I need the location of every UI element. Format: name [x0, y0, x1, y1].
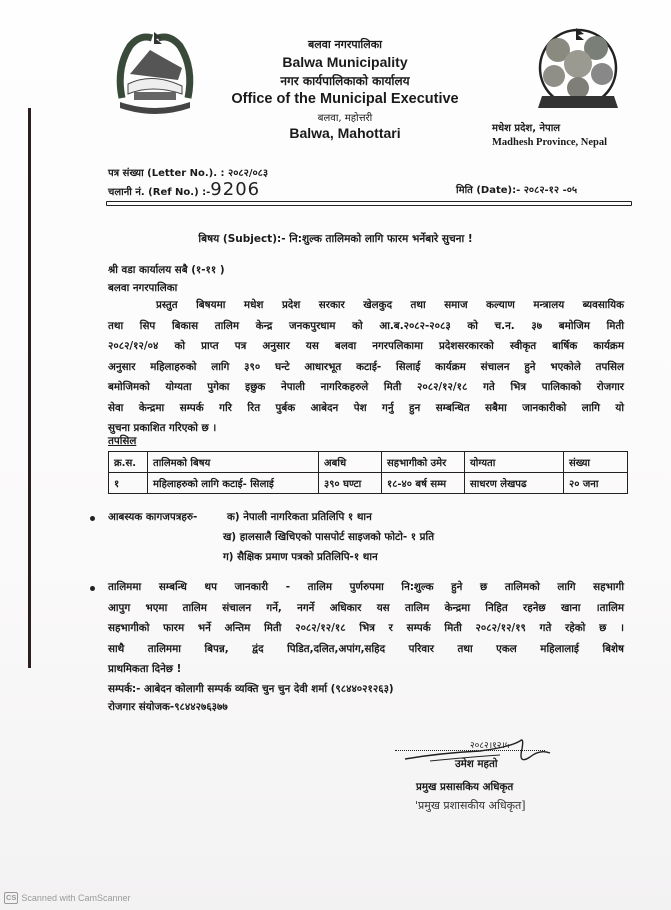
col-header-age: सहभागीको उमेर	[382, 452, 465, 473]
stamp-text: प्रमुख प्रशासकीय अधिकृत	[418, 799, 522, 812]
documents-label: आबस्यक कागजपत्रहरु-	[108, 511, 198, 523]
extra-info-paragraph	[108, 577, 624, 680]
cell-duration: ३९० घण्टा	[319, 473, 382, 494]
coordinator-line: रोजगार संयोजक-९८४४२७६३७७	[108, 701, 228, 713]
extra-info-line: सहभागीको फारम भर्ने अन्तिम मिती २०८२/१२/१८ भित्र र सम्पर्क मिती २०८२/१२/१९ गते रहेको छ ।	[108, 622, 624, 634]
district-np: बलवा, महोत्तरी	[317, 113, 373, 124]
bullet-icon	[90, 516, 95, 521]
place-en: Balwa, Mahottari	[289, 125, 401, 141]
body-line: २०८२/१२/०४ को प्राप्त पत्र अनुसार यस बलवा नगरपलिकामा प्रदेशसरकारको स्वीकृत बार्षिक कार्यक्रम	[108, 340, 624, 352]
date-value: २०८२-१२ -०५	[523, 185, 578, 196]
province-en: Madhesh Province, Nepal	[492, 137, 608, 148]
municipality-logo	[532, 26, 624, 116]
signatory-title: प्रमुख प्रसासकिय अधिकृत	[416, 781, 514, 793]
body-line: प्रस्तुत बिषयमा मधेश प्रदेश सरकार खेलकुद तथा समाज कल्याण मन्त्रालय ब्यवसायिक	[156, 299, 624, 311]
camscanner-logo-icon: CS	[6, 893, 17, 902]
signature-date: २०८२।१२।५	[470, 741, 510, 751]
document-item: ग) सैक्षिक प्रमाण पत्रको प्रतिलिपि-१ थान	[223, 551, 378, 563]
cell-qualification: साधरण लेखपढ	[465, 473, 564, 494]
extra-info-label: तालिममा सम्बन्धि थप जानकारी	[108, 581, 269, 593]
cell-count: २० जना	[564, 473, 628, 494]
ref-number	[108, 179, 260, 200]
col-header-duration: अबधि	[319, 452, 382, 473]
col-header-subject: तालिमको बिषय	[148, 452, 319, 473]
table-caption: तपसिल	[108, 435, 137, 447]
municipality-name-np: बलवा नगरपालिका	[307, 38, 383, 51]
ref-number-label: चलानी नं. (Ref No.) :-	[108, 187, 211, 198]
cell-age: १८-४० बर्ष सम्म	[382, 473, 465, 494]
signatory-name: उमेश महतो	[455, 758, 498, 770]
letter-number-value: २०८२/०८३	[228, 168, 269, 179]
body-line: बमोजिमको योग्यता पुगेका इछुक नेपाली नागरिकहरुले मिती २०८२/१२/१८ गते भित्र पालिकाको रोजगार	[108, 381, 624, 393]
contact-line: सम्पर्क:- आबेदन कोलागी सम्पर्क व्यक्ति चुन चुन देवी शर्मा (९८४४०२१२६३)	[108, 683, 394, 695]
body-line: अनुसार महिलाहरुको लागि ३९० घन्टे आधारभूत कटाई- सिलाई कार्यक्रम संचालन हुने भएकोले तपसिल	[108, 360, 624, 373]
date-label: मिति (Date):-	[456, 185, 521, 196]
subject-line: बिषय (Subject):- नि:शुल्क तालिमको लागि फारम भर्नेबारे सुचना !	[198, 233, 473, 245]
official-stamp: 'प्रमुख प्रशासकीय अधिकृत]	[415, 799, 526, 812]
letter-date	[456, 182, 577, 196]
body-paragraph	[108, 295, 624, 439]
col-header-sn: क्र.स.	[109, 452, 148, 473]
body-line: तथा सिप बिकास तालिम केन्द्र जनकपुरधाम को आ.ब.२०८२-२०८३ को च.न. ३७ बमोजिम मिती	[108, 319, 624, 332]
office-name-en: Office of the Municipal Executive	[231, 91, 459, 107]
addressee-line-2: बलवा नगरपालिका	[108, 282, 178, 294]
extra-info-line: प्राथमिकता दिनेछ !	[108, 663, 182, 675]
header-divider	[106, 201, 632, 206]
body-line: सेवा केन्द्रमा सम्पर्क गरि रित पुर्बक आबेदन पेश गर्नु हुन सम्बन्धित सबैमा जानकारीको लागि यो	[108, 401, 624, 414]
cell-subject: महिलाहरुको लागि कटाई- सिलाई	[148, 473, 319, 494]
table-row	[109, 473, 628, 494]
extra-info-line: तालिममा सम्बन्धि थप जानकारी - तालिम पुर्णरुपमा नि:शुल्क हुने छ तालिमको लागि सहभागी	[108, 581, 624, 593]
province-np: मधेश प्रदेश, नेपाल	[492, 123, 561, 134]
scan-edge-line	[28, 108, 31, 668]
office-name-np: नगर कार्यपालिकाको कार्यालय	[280, 74, 410, 88]
watermark-text: Scanned with CamScanner	[21, 893, 131, 903]
table-header-row	[109, 452, 628, 473]
nepal-emblem-logo	[112, 28, 198, 116]
document-item: ख) हालसालै खिचिएको पासपोर्ट साइजको फोटो- १ प्रति	[223, 531, 435, 543]
extra-info-line: आपुग भएमा तालिम संचालन गर्ने, नगर्ने अधिकार यस तालिम केन्द्रमा निहित रहनेछ खाना ।तालिम	[108, 601, 624, 614]
municipality-name-en: Balwa Municipality	[282, 54, 408, 70]
letter-number-label: पत्र संख्या (Letter No.). :	[108, 168, 225, 179]
letter-number	[108, 165, 268, 179]
body-line: सुचना प्रकाशित गरिएको छ ।	[108, 422, 217, 434]
ref-number-value: 9206	[210, 179, 261, 200]
camscanner-watermark	[4, 892, 130, 904]
bullet-icon	[90, 586, 95, 591]
training-table	[108, 451, 628, 494]
extra-info-line: साथै तालिममा बिपन्न, द्वंद पिडित,दलित,अपांग,सहिद परिवार तथा एकल महिलालाई बिशेष	[108, 642, 624, 655]
addressee-line-1: श्री वडा कार्यालय सबै (१-११ )	[108, 264, 225, 276]
document-item: क) नेपाली नागरिकता प्रतिलिपि १ थान	[227, 511, 372, 523]
cell-sn: १	[109, 473, 148, 494]
col-header-count: संख्या	[564, 452, 628, 473]
col-header-qualification: योग्यता	[465, 452, 564, 473]
